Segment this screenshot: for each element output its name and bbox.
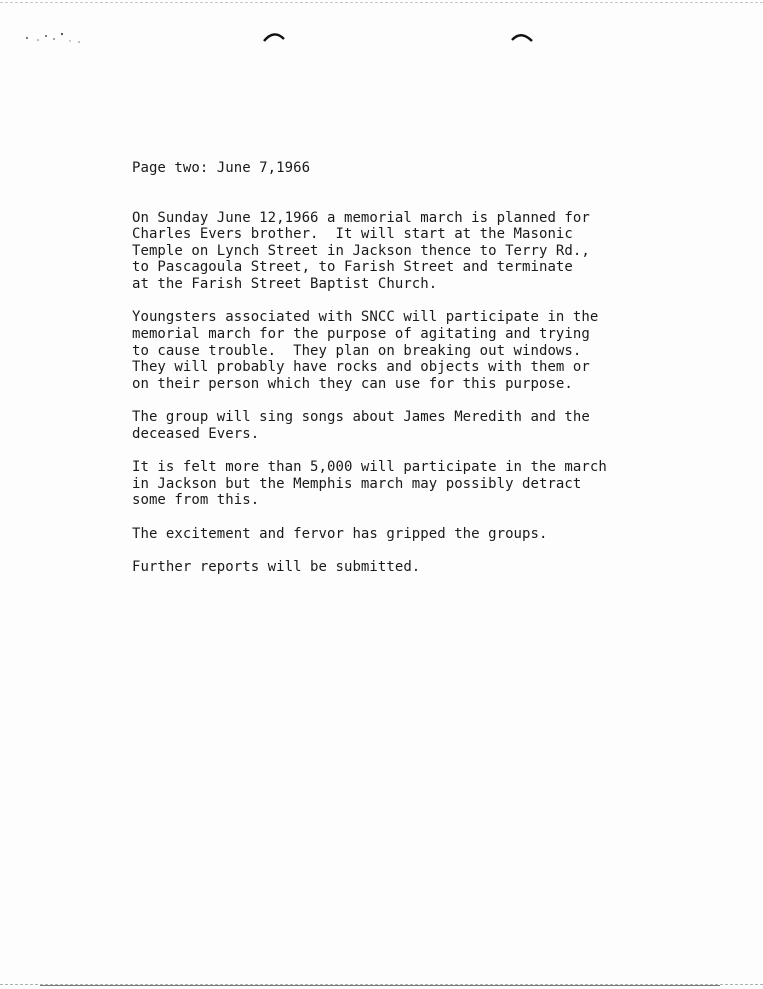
paragraph-excitement (132, 526, 672, 543)
text-line: Youngsters associated with SNCC will participate in the (132, 309, 599, 326)
hole-punch-arc-right (510, 30, 534, 44)
text-line: some from this. (132, 492, 260, 509)
page-heading: Page two: June 7,1966 (132, 160, 311, 176)
text-line: Charles Evers brother. It will start at the Masonic (132, 226, 573, 243)
text-line: Temple on Lynch Street in Jackson thence to Terry Rd., (132, 242, 590, 259)
text-line: On Sunday June 12,1966 a memorial march is planned for (132, 209, 590, 226)
text-line: It is felt more than 5,000 will participate in the march (132, 459, 607, 476)
text-line: to cause trouble. They plan on breaking out windows. (132, 342, 582, 359)
text-line: on their person which they can use for this purpose. (132, 375, 573, 392)
text-line: memorial march for the purpose of agitating and trying (132, 325, 590, 342)
bottom-edge-rule (40, 985, 720, 986)
paragraph-participation-estimate (132, 459, 672, 509)
text-line: to Pascagoula Street, to Farish Street and terminate (132, 259, 573, 276)
text-line: at the Farish Street Baptist Church. (132, 275, 438, 292)
paragraph-further-reports (132, 559, 672, 576)
top-edge-dotted-line (0, 2, 763, 3)
text-line: Further reports will be submitted. (132, 559, 421, 576)
text-line: They will probably have rocks and objects with them or (132, 359, 590, 376)
document-body (132, 160, 672, 592)
text-line: in Jackson but the Memphis march may possibly detract (132, 475, 582, 492)
paragraph-sncc-youngsters (132, 309, 672, 392)
paragraph-memorial-march (132, 210, 672, 293)
hole-punch-arc-left (262, 30, 286, 44)
text-line: deceased Evers. (132, 425, 260, 442)
paragraph-songs (132, 409, 672, 442)
scan-speckle-marks (24, 30, 86, 46)
text-line: The group will sing songs about James Meredith and the (132, 409, 590, 426)
text-line: The excitement and fervor has gripped the groups. (132, 525, 548, 542)
